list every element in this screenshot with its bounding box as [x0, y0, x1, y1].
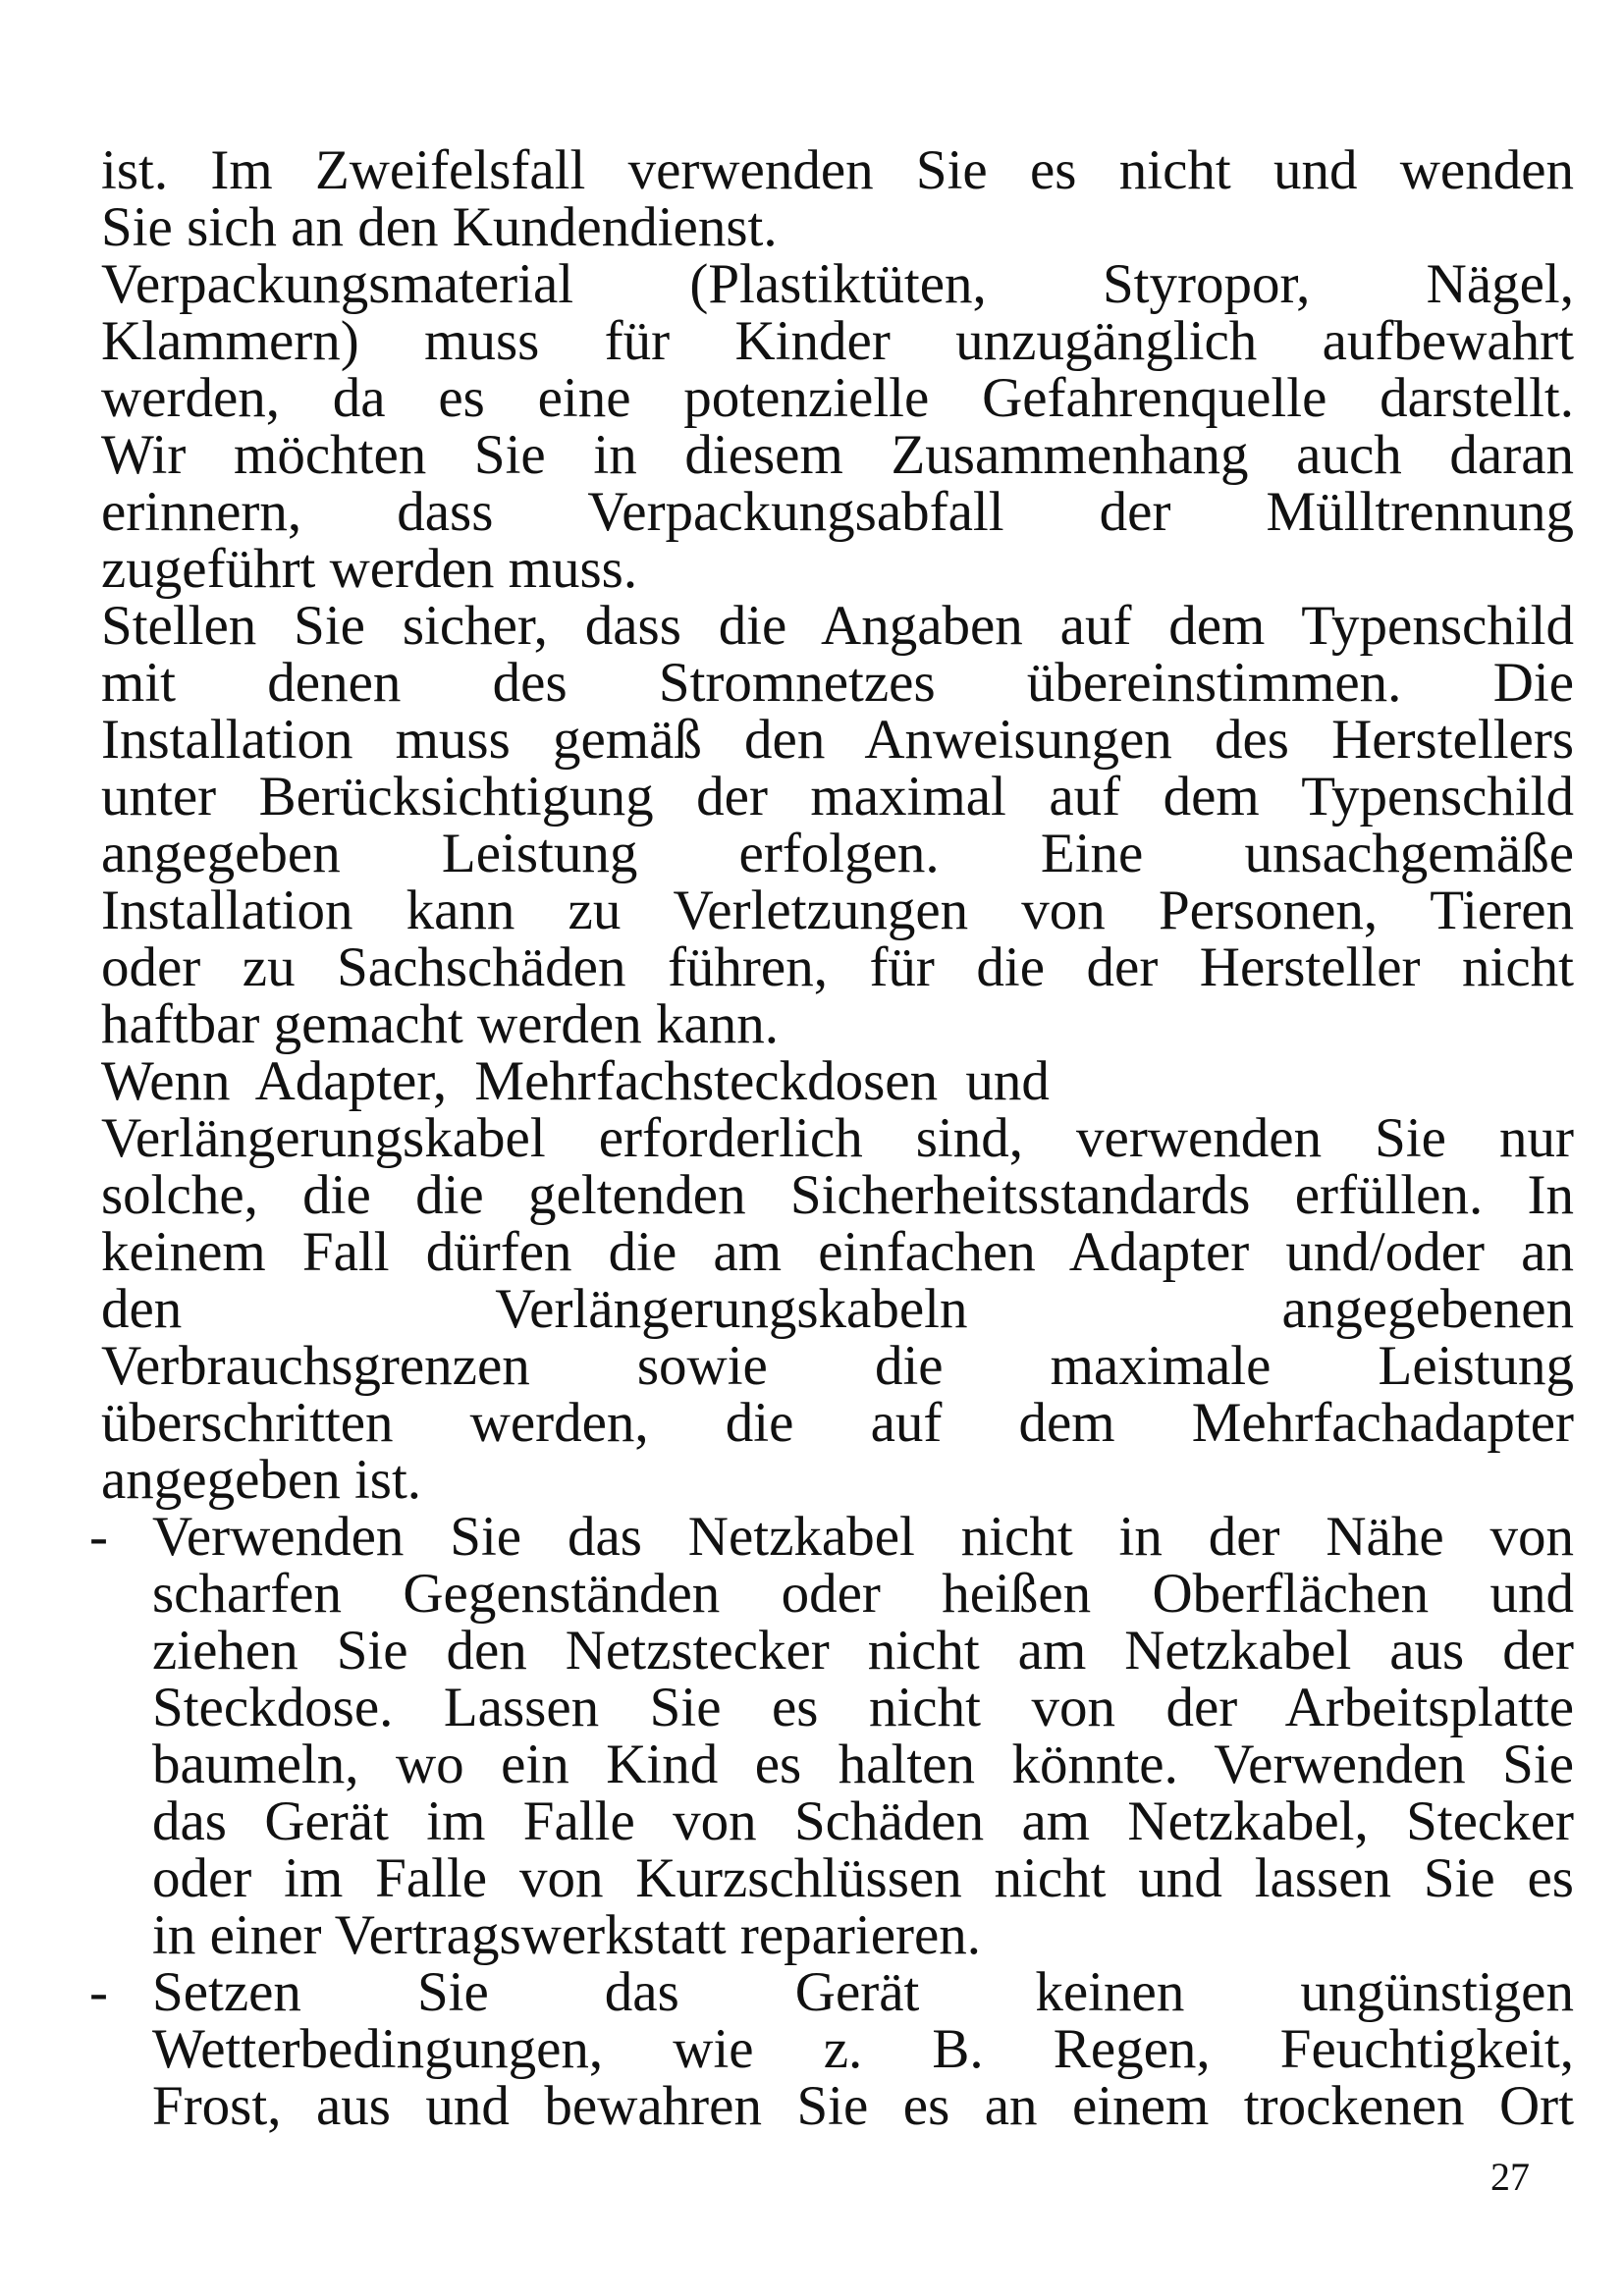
- text-line: unter Berücksichtigung der maximal auf dem Typenschild: [101, 766, 1574, 828]
- text-line: Verbrauchsgrenzen sowie die maximale Leistung: [101, 1335, 1574, 1397]
- text-line: Wetterbedingungen, wie z. B. Regen, Feuchtigkeit,: [152, 2018, 1574, 2080]
- list-bullet: -: [89, 1961, 108, 2023]
- text-line: Verwenden Sie das Netzkabel nicht in der Nähe von: [152, 1506, 1574, 1568]
- text-line: Verlängerungskabel erforderlich sind, verwenden Sie nur: [101, 1107, 1574, 1169]
- text-line: den Verlängerungskabeln angegebenen: [101, 1278, 1574, 1340]
- text-line: werden, da es eine potenzielle Gefahrenquelle darstellt.: [101, 367, 1574, 429]
- text-line: haftbar gemacht werden kann.: [101, 993, 780, 1055]
- text-line: ziehen Sie den Netzstecker nicht am Netzkabel aus der: [152, 1620, 1574, 1682]
- paragraph: [101, 139, 1574, 258]
- text-line: Verpackungsmaterial (Plastiktüten, Styropor, Nägel,: [101, 253, 1574, 315]
- text-line: Installation muss gemäß den Anweisungen des Herstellers: [101, 709, 1574, 771]
- paragraph: [101, 595, 1574, 1055]
- paragraph: [101, 253, 1574, 600]
- text-line: angegeben ist.: [101, 1449, 422, 1511]
- text-line: scharfen Gegenständen oder heißen Oberflächen und: [152, 1563, 1574, 1625]
- text-line: Frost, aus und bewahren Sie es an einem trockenen Ort: [152, 2075, 1574, 2137]
- text-line: Sie sich an den Kundendienst.: [101, 196, 778, 258]
- list-item: [89, 1506, 1574, 1966]
- text-line: baumeln, wo ein Kind es halten könnte. Verwenden Sie: [152, 1734, 1574, 1795]
- text-line: erinnern, dass Verpackungsabfall der Mülltrennung: [101, 481, 1574, 543]
- text-line: zugeführt werden muss.: [101, 538, 638, 600]
- text-line: ist. Im Zweifelsfall verwenden Sie es nicht und wenden: [101, 139, 1574, 201]
- paragraph: [101, 1050, 1574, 1511]
- text-line: das Gerät im Falle von Schäden am Netzkabel, Stecker: [152, 1790, 1574, 1852]
- text-line: Stellen Sie sicher, dass die Angaben auf dem Typenschild: [101, 595, 1574, 657]
- text-line: Installation kann zu Verletzungen von Personen, Tieren: [101, 880, 1574, 941]
- text-line: oder zu Sachschäden führen, für die der Hersteller nicht: [101, 936, 1574, 998]
- text-line: oder im Falle von Kurzschlüssen nicht und lassen Sie es: [152, 1847, 1574, 1909]
- list-bullet: -: [89, 1506, 108, 1568]
- text-line: angegeben Leistung erfolgen. Eine unsachgemäße: [101, 823, 1574, 884]
- text-line: überschritten werden, die auf dem Mehrfachadapter: [101, 1392, 1574, 1454]
- page-number: 27: [1490, 2155, 1530, 2199]
- text-line: Steckdose. Lassen Sie es nicht von der Arbeitsplatte: [152, 1677, 1574, 1738]
- text-line: mit denen des Stromnetzes übereinstimmen. Die: [101, 652, 1574, 714]
- text-line: keinem Fall dürfen die am einfachen Adapter und/oder an: [101, 1221, 1574, 1283]
- text-line: Setzen Sie das Gerät keinen ungünstigen: [152, 1961, 1574, 2023]
- list-item: [89, 1961, 1574, 2137]
- text-line: in einer Vertragswerkstatt reparieren.: [152, 1904, 982, 1966]
- text-line: Wir möchten Sie in diesem Zusammenhang auch daran: [101, 424, 1574, 486]
- page-body: [89, 139, 1574, 2137]
- text-line: Klammern) muss für Kinder unzugänglich aufbewahrt: [101, 310, 1574, 372]
- text-line: Wenn Adapter, Mehrfachsteckdosen und: [101, 1050, 1050, 1112]
- text-line: solche, die die geltenden Sicherheitsstandards erfüllen. In: [101, 1164, 1574, 1226]
